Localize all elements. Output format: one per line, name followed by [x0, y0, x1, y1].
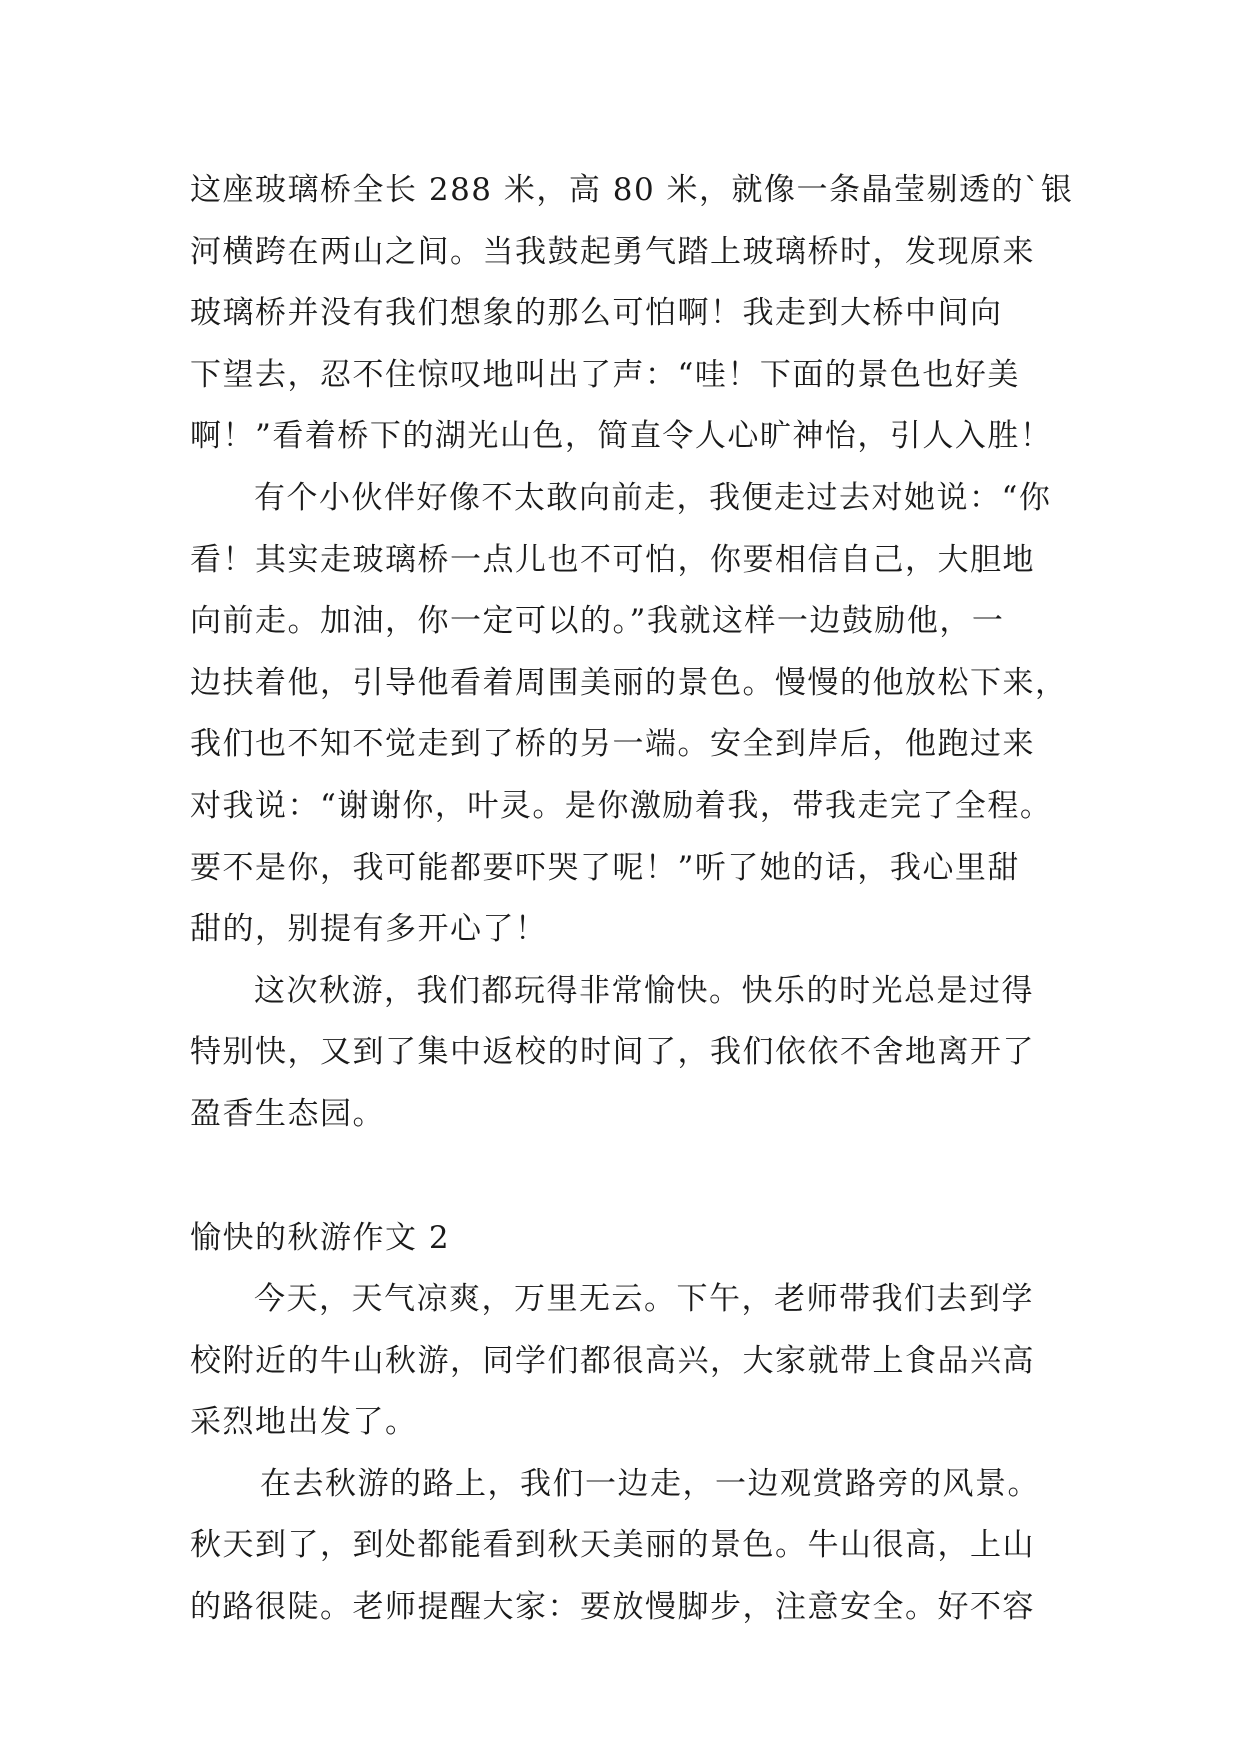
text-line: 边扶着他，引导他看着周围美丽的景色。慢慢的他放松下来， — [190, 664, 1068, 701]
text-line: 盈香生态园。 — [190, 1095, 385, 1132]
text-line: 这座玻璃桥全长 288 米，高 80 米，就像一条晶莹剔透的`银 — [190, 172, 1074, 208]
text-line: 甜的，别提有多开心了！ — [190, 911, 548, 948]
text-line: 对我说：“谢谢你，叶灵。是你激励着我，带我走完了全程。 — [190, 787, 1053, 824]
text-line: 采烈地出发了。 — [190, 1404, 418, 1441]
text-line: 看！其实走玻璃桥一点儿也不可怕，你要相信自己，大胆地 — [190, 541, 1035, 578]
section-gap — [190, 1146, 1070, 1208]
text-line: 特别快，又到了集中返校的时间了，我们依依不舍地离开了 — [190, 1034, 1035, 1071]
paragraph-first-line: 今天，天气凉爽，万里无云。下午，老师带我们去到学 — [254, 1281, 1034, 1318]
text-line: 向前走。加油，你一定可以的。”我就这样一边鼓励他，一 — [190, 603, 1005, 640]
essay-body — [190, 160, 1074, 1639]
text-line: 下望去，忍不住惊叹地叫出了声：“哇！下面的景色也好美 — [190, 356, 1020, 393]
text-line: 校附近的牛山秋游，同学们都很高兴，大家就带上食品兴高 — [190, 1342, 1035, 1379]
text-line: 玻璃桥并没有我们想象的那么可怕啊！我走到大桥中间向 — [190, 295, 1003, 332]
text-line: 要不是你，我可能都要吓哭了呢！”听了她的话，我心里甜 — [190, 849, 1020, 886]
text-line: 的路很陡。老师提醒大家：要放慢脚步，注意安全。好不容 — [190, 1589, 1035, 1626]
essay-title: 愉快的秋游作文 2 — [190, 1219, 451, 1256]
paragraph-first-line: 这次秋游，我们都玩得非常愉快。快乐的时光总是过得 — [254, 972, 1034, 1009]
text-line: 河横跨在两山之间。当我鼓起勇气踏上玻璃桥时，发现原来 — [190, 233, 1035, 270]
paragraph-first-line: 在去秋游的路上，我们一边走，一边观赏路旁的风景。 — [260, 1465, 1040, 1502]
text-line: 秋天到了，到处都能看到秋天美丽的景色。牛山很高，上山 — [190, 1527, 1035, 1564]
text-line: 我们也不知不觉走到了桥的另一端。安全到岸后，他跑过来 — [190, 726, 1035, 763]
paragraph-first-line: 有个小伙伴好像不太敢向前走，我便走过去对她说：“你 — [254, 479, 1052, 516]
text-line: 啊！”看着桥下的湖光山色，简直令人心旷神怡，引人入胜！ — [190, 418, 1053, 455]
